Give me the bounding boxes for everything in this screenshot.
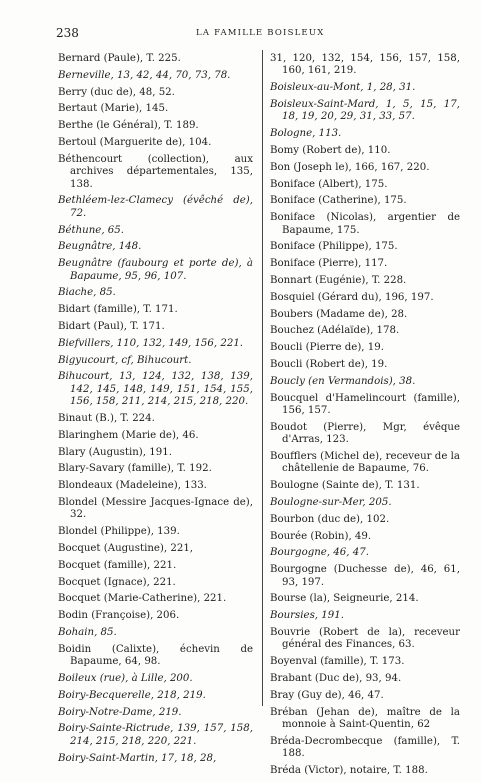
index-entry: Bocquet (Augustine), 221,: [58, 542, 194, 554]
index-entry: Boniface (Catherine), 175.: [270, 195, 407, 207]
index-entry: Boiry-Becquerelle, 218, 219.: [58, 689, 206, 701]
index-entry: Bouchez (Adélaïde), 178.: [270, 325, 400, 337]
index-entry: Blaringhem (Marie de), 46.: [58, 429, 199, 441]
column-divider: [262, 50, 263, 706]
index-entry: Bologne, 113.: [270, 128, 342, 140]
index-entry: Bourse (la), Seigneurie, 214.: [270, 593, 419, 605]
index-entry: Bosquiel (Gérard du), 196, 197.: [270, 291, 434, 303]
index-entry: Bidart (famille), T. 171.: [58, 304, 178, 316]
index-column-right: [270, 53, 460, 782]
index-entry: Bocquet (Marie-Catherine), 221.: [58, 593, 227, 605]
index-entry: Boulogne-sur-Mer, 205.: [270, 496, 392, 508]
index-entry: Béthencourt (collection), aux archives départementales, 135, 138.: [58, 153, 253, 190]
index-entry: Blary (Augustin), 191.: [58, 446, 172, 458]
index-column-left: [58, 53, 253, 769]
index-entry: Boubers (Madame de), 28.: [270, 308, 408, 320]
index-entry: Bohain, 85.: [58, 626, 117, 638]
index-entry: Boidin (Calixte), échevin de Bapaume, 64, 98.: [58, 643, 253, 668]
page-number: 238: [56, 26, 79, 40]
index-entry: Blary-Savary (famille), T. 192.: [58, 463, 212, 475]
index-entry: Bourgogne (Duchesse de), 46, 61, 93, 197.: [270, 564, 460, 588]
index-entry: Béthune, 65.: [58, 224, 124, 236]
index-entry: Bréda (Victor), notaire, T. 188.: [270, 764, 428, 776]
index-entry: Bigyucourt, cf, Bihucourt.: [58, 354, 192, 366]
index-entry: Bidart (Paul), T. 171.: [58, 320, 165, 332]
index-entry: Boniface (Nicolas), argentier de Bapaume, 175.: [270, 212, 460, 236]
running-header: LA FAMILLE BOISLEUX: [196, 28, 325, 38]
index-entry: Boulogne (Sainte de), T. 131.: [270, 480, 420, 492]
index-entry: Berneville, 13, 42, 44, 70, 73, 78.: [58, 69, 231, 81]
index-entry: Bourgogne, 46, 47.: [270, 547, 369, 559]
index-entry: Boniface (Albert), 175.: [270, 178, 388, 190]
index-entry: Boiry-Saint-Martin, 17, 18, 28,: [58, 752, 217, 764]
index-entry: Boiry-Notre-Dame, 219.: [58, 706, 182, 718]
index-entry: Boudot (Pierre), Mgr, évêque d'Arras, 123.: [270, 421, 460, 446]
index-entry: Bon (Joseph le), 166, 167, 220.: [270, 161, 430, 173]
index-entry: Bouvrie (Robert de la), receveur général des Finances, 63.: [270, 626, 460, 651]
index-entry: Boiry-Sainte-Rictrude, 139, 157, 158, 214, 215, 218, 220, 221.: [58, 723, 253, 747]
index-entry: Beugnâtre (faubourg et porte de), à Bapaume, 95, 96, 107.: [58, 258, 253, 282]
index-entry: Biache, 85.: [58, 287, 116, 299]
index-entry: Berthe (le Général), T. 189.: [58, 120, 199, 132]
index-entry: Binaut (B.), T. 224.: [58, 412, 155, 424]
index-entry: Bertaut (Marie), 145.: [58, 103, 169, 115]
index-entry: 31, 120, 132, 154, 156, 157, 158, 160, 161, 219.: [270, 53, 460, 77]
index-entry: Bourbon (duc de), 102.: [270, 513, 390, 525]
index-entry: Boucli (Pierre de), 19.: [270, 342, 384, 354]
index-entry: Boufflers (Michel de), receveur de la châtellenie de Bapaume, 76.: [270, 450, 460, 475]
index-entry: Bihucourt, 13, 124, 132, 138, 139, 142, 145, 148, 149, 151, 154, 155, 156, 158, 211, 214, 215, 218, 220.: [58, 371, 253, 408]
index-entry: Bréda-Decrombecque (famille), T. 188.: [270, 735, 460, 760]
index-entry: Bray (Guy de), 46, 47.: [270, 689, 384, 701]
index-entry: Boisleux-Saint-Mard, 1, 5, 15, 17, 18, 19, 20, 29, 31, 33, 57.: [270, 99, 460, 123]
index-entry: Bertoul (Marguerite de), 104.: [58, 136, 212, 148]
index-entry: Boucquel d'Hamelincourt (famille), 156, 157.: [270, 392, 460, 416]
index-entry: Beugnâtre, 148.: [58, 241, 142, 253]
index-entry: Bomy (Robert de), 110.: [270, 145, 391, 156]
index-entry: Blondeaux (Madeleine), 133.: [58, 480, 207, 492]
index-entry: Blondel (Messire Jacques-Ignace de), 32.: [58, 496, 253, 521]
index-entry: Bernard (Paule), T. 225.: [58, 53, 181, 64]
index-entry: Boniface (Pierre), 117.: [270, 258, 388, 270]
index-entry: Biefvillers, 110, 132, 149, 156, 221.: [58, 337, 244, 349]
index-entry: Blondel (Philippe), 139.: [58, 526, 180, 538]
index-entry: Brabant (Duc de), 93, 94.: [270, 672, 402, 684]
index-entry: Boursies, 191.: [270, 610, 344, 622]
index-entry: Bodin (Françoise), 206.: [58, 610, 180, 622]
index-entry: Bourée (Robin), 49.: [270, 530, 372, 542]
index-entry: Berry (duc de), 48, 52.: [58, 86, 175, 98]
index-entry: Bocquet (Ignace), 221.: [58, 576, 176, 588]
index-entry: Boileux (rue), à Lille, 200.: [58, 672, 193, 684]
index-entry: Bonnart (Eugénie), T. 228.: [270, 274, 407, 286]
index-entry: Boucli (Robert de), 19.: [270, 358, 388, 370]
index-entry: Bethléem-lez-Clamecy (évêché de), 72.: [58, 195, 253, 219]
index-entry: Bocquet (famille), 221.: [58, 559, 177, 571]
index-entry: Boucly (en Vermandois), 38.: [270, 375, 416, 387]
index-entry: Boisleux-au-Mont, 1, 28, 31.: [270, 82, 416, 94]
index-entry: Boniface (Philippe), 175.: [270, 241, 398, 253]
index-entry: Boyenval (famille), T. 173.: [270, 656, 405, 668]
index-entry: Bréban (Jehan de), maître de la monnoie à Saint-Quentin, 62: [270, 706, 460, 730]
